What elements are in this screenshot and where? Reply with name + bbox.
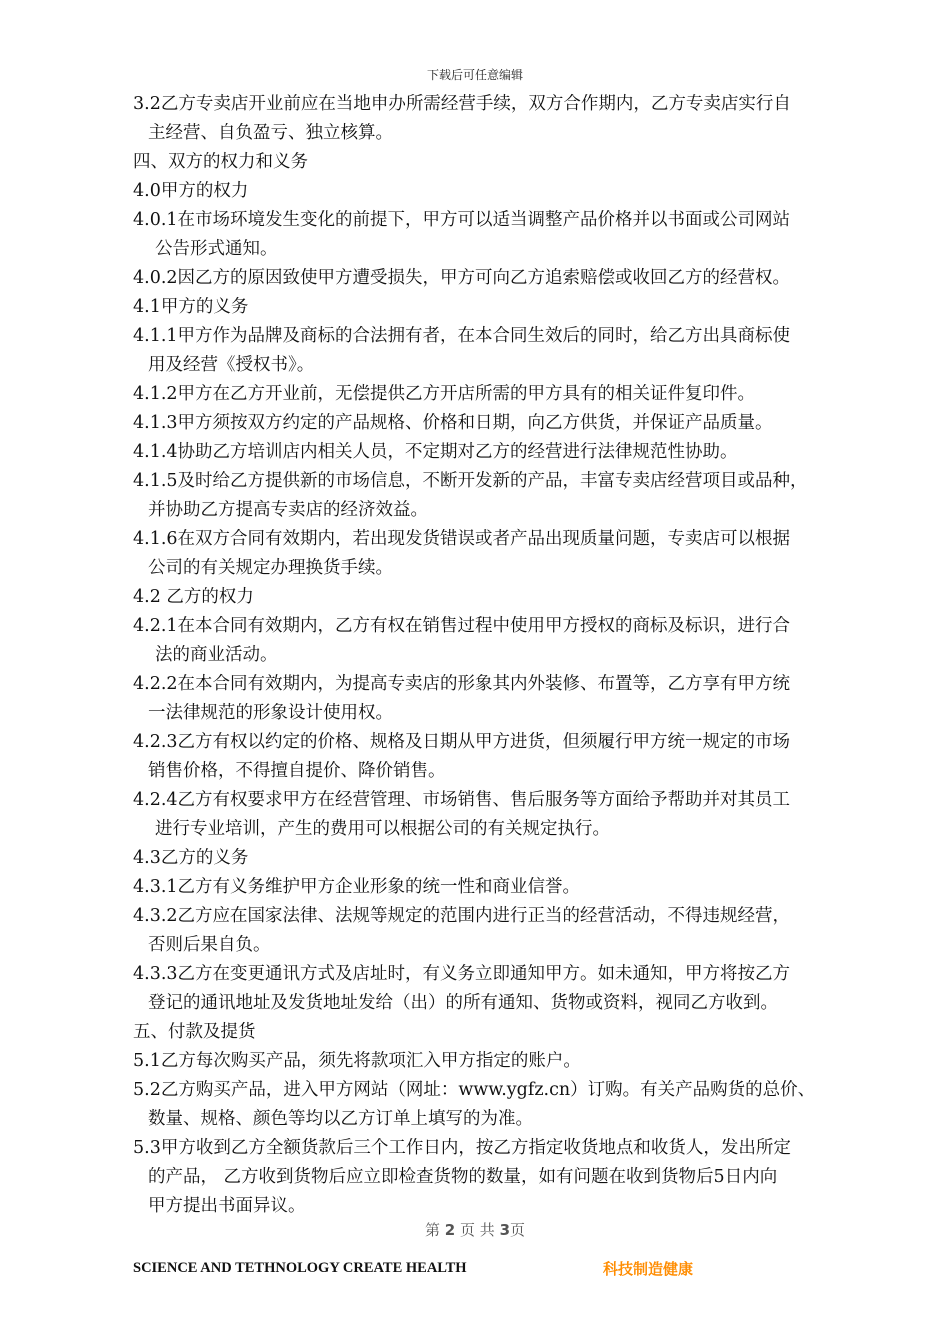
text-line: 4.2.4乙方有权要求甲方在经营管理、市场销售、售后服务等方面给予帮助并对其员工	[133, 790, 791, 810]
page-number	[0, 1219, 950, 1240]
text-line: 4.3.1乙方有义务维护甲方企业形象的统一性和商业信誉。	[133, 877, 581, 897]
text-line: 4.2.3乙方有权以约定的价格、规格及日期从甲方进货，但须履行甲方统一规定的市场	[133, 732, 791, 752]
page-number-middle: 页 共	[460, 1221, 495, 1239]
text-line: 数量、规格、颜色等均以乙方订单上填写的为准。	[148, 1109, 533, 1129]
text-line: 甲方提出书面异议。	[148, 1196, 306, 1216]
text-line: 4.0.1在市场环境发生变化的前提下，甲方可以适当调整产品价格并以书面或公司网站	[133, 210, 791, 230]
text-line: 5.1乙方每次购买产品，须先将款项汇入甲方指定的账户。	[133, 1051, 581, 1071]
footer-slogan-chinese: 科技制造健康	[603, 1260, 694, 1278]
text-line: 5.3甲方收到乙方全额货款后三个工作日内，按乙方指定收货地点和收货人，发出所定	[133, 1138, 791, 1158]
text-line: 4.1.4协助乙方培训店内相关人员，不定期对乙方的经营进行法律规范性协助。	[133, 442, 738, 462]
text-line: 公告形式通知。	[155, 239, 278, 259]
page-number-total: 3	[499, 1221, 510, 1239]
text-line: 4.2.1在本合同有效期内，乙方有权在销售过程中使用甲方授权的商标及标识，进行合	[133, 616, 791, 636]
subsection-heading: 4.2 乙方的权力	[133, 587, 254, 607]
text-line: 4.3.3乙方在变更通讯方式及店址时，有义务立即通知甲方。如未通知，甲方将按乙方	[133, 964, 791, 984]
text-line: 4.1.2甲方在乙方开业前，无偿提供乙方开店所需的甲方具有的相关证件复印件。	[133, 384, 756, 404]
text-line: 一法律规范的形象设计使用权。	[148, 703, 393, 723]
subsection-heading: 4.3乙方的义务	[133, 848, 249, 868]
text-line: 4.0.2因乙方的原因致使甲方遭受损失，甲方可向乙方追索赔偿或收回乙方的经营权。	[133, 268, 791, 288]
page-number-current: 2	[444, 1221, 456, 1239]
text-line: 的产品， 乙方收到货物后应立即检查货物的数量，如有问题在收到货物后5日内向	[148, 1167, 778, 1187]
text-line: 公司的有关规定办理换货手续。	[148, 558, 393, 578]
text-line: 并协助乙方提高专卖店的经济效益。	[148, 500, 428, 520]
text-line: 4.1.1甲方作为品牌及商标的合法拥有者，在本合同生效后的同时，给乙方出具商标使	[133, 326, 791, 346]
text-line: 4.2.2在本合同有效期内，为提高专卖店的形象其内外装修、布置等，乙方享有甲方统	[133, 674, 791, 694]
subsection-heading: 4.0甲方的权力	[133, 181, 249, 201]
text-line: 4.1.6在双方合同有效期内，若出现发货错误或者产品出现质量问题，专卖店可以根据	[133, 529, 791, 549]
text-line: 3.2乙方专卖店开业前应在当地申办所需经营手续，双方合作期内，乙方专卖店实行自	[133, 94, 791, 114]
section-heading: 五、付款及提货	[133, 1022, 256, 1042]
page-number-suffix: 页	[510, 1221, 526, 1239]
footer-slogan-english: SCIENCE AND TETHNOLOGY CREATE HEALTH	[133, 1260, 467, 1276]
page-number-prefix: 第	[424, 1221, 440, 1239]
text-line: 用及经营《授权书》。	[148, 355, 315, 375]
text-line: 4.1.5及时给乙方提供新的市场信息，不断开发新的产品，丰富专卖店经营项目或品种，	[133, 471, 808, 491]
text-line: 销售价格，不得擅自提价、降价销售。	[148, 761, 446, 781]
section-heading: 四、双方的权力和义务	[133, 152, 308, 172]
text-line: 登记的通讯地址及发货地址发给（出）的所有通知、货物或资料，视同乙方收到。	[148, 993, 778, 1013]
text-line: 进行专业培训，产生的费用可以根据公司的有关规定执行。	[155, 819, 610, 839]
subsection-heading: 4.1甲方的义务	[133, 297, 249, 317]
header-note: 下载后可任意编辑	[426, 68, 523, 82]
text-line: 5.2乙方购买产品，进入甲方网站（网址：www.ygfz.cn）订购。有关产品购货的总价、	[133, 1080, 816, 1100]
text-line: 4.1.3甲方须按双方约定的产品规格、价格和日期，向乙方供货，并保证产品质量。	[133, 413, 773, 433]
text-line: 主经营、自负盈亏、独立核算。	[148, 123, 393, 143]
text-line: 否则后果自负。	[148, 935, 271, 955]
text-line: 4.3.2乙方应在国家法律、法规等规定的范围内进行正当的经营活动，不得违规经营，	[133, 906, 791, 926]
text-line: 法的商业活动。	[155, 645, 278, 665]
